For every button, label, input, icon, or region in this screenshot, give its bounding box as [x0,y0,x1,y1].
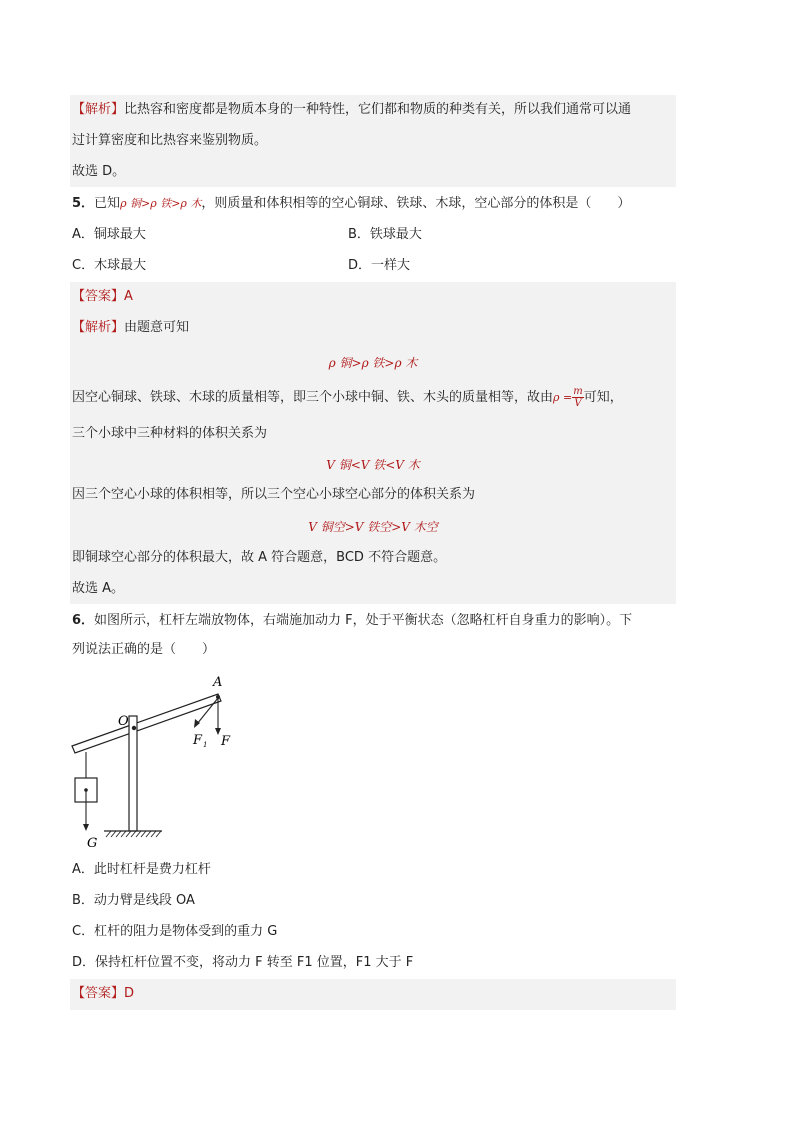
support-post [129,716,137,831]
q5-option-a[interactable]: A．铜球最大 [72,227,146,242]
q5-text-hollow: 因三个空心小球的体积相等，所以三个空心小球空心部分的体积关系为 [72,487,476,502]
q6-stem-line1: 6．如图所示，杠杆左端放物体，右端施加动力 F，处于平衡状态（忽略杠杆自身重力的影响）。下 [72,613,633,628]
q5-answer: 【答案】A [72,289,133,304]
q5-option-c[interactable]: C．木球最大 [72,258,147,273]
q5-equation-hollow: V 铜空>V 铁空>V 木空 [308,520,438,534]
label-o: O [118,714,129,729]
q6-answer-block [70,979,676,1010]
density-formula: $\frac{m}{V}$ [573,386,583,409]
q6-option-a[interactable]: A．此时杠杆是费力杠杆 [72,862,211,877]
q6-option-d[interactable]: D．保持杠杆位置不变，将动力 F 转至 F1 位置，F1 大于 F [72,955,414,970]
q5-conclusion: 即铜球空心部分的体积最大，故 A 符合题意，BCD 不符合题意。 [72,550,447,565]
label-f1: F [193,733,203,748]
q6-option-b[interactable]: B．动力臂是线段 OA [72,893,195,908]
lever-figure [66,668,256,850]
q5-stem: 5．已知ρ 铜>ρ 铁>ρ 木，则质量和体积相等的空心铜球、铁球、木球，空心部分的体积是（ ） [72,196,631,211]
prev-analysis-line1: 【解析】比热容和密度都是物质本身的一种特性，它们都和物质的种类有关，所以我们通常可以通 [72,102,632,117]
q5-text-mass: 因空心铜球、铁球、木球的质量相等，即三个小球中铜、铁、木头的质量相等，故由ρ = $\frac{m}{V}$ 可知， [72,386,623,409]
prev-analysis-choice: 故选 D。 [72,164,126,179]
label-g: G [87,836,98,850]
q5-option-d[interactable]: D．一样大 [348,258,411,273]
analysis-tag: 【解析】 [72,102,125,117]
q6-answer: 【答案】D [72,986,135,1001]
q5-choice: 故选 A。 [72,581,125,596]
label-f: F [221,734,231,749]
ground-hatch [106,831,161,837]
q5-analysis: 【解析】由题意可知 [72,320,190,335]
q5-equation-volume: V 铜<V 铁<V 木 [326,458,420,472]
q5-text-volume: 三个小球中三种材料的体积关系为 [72,426,268,441]
q5-option-b[interactable]: B．铁球最大 [348,227,422,242]
label-f1-subscript: 1 [203,741,208,749]
q5-equation-density: ρ 铜>ρ 铁>ρ 木 [328,356,418,370]
prev-analysis-line2: 过计算密度和比热容来鉴别物质。 [72,133,268,148]
q6-stem-line2: 列说法正确的是（ ） [72,642,216,657]
pivot-point [132,726,136,730]
q5-condition: ρ 铜>ρ 铁>ρ 木 [120,197,202,210]
q6-option-c[interactable]: C．杠杆的阻力是物体受到的重力 G [72,924,278,939]
label-a: A [213,675,223,690]
